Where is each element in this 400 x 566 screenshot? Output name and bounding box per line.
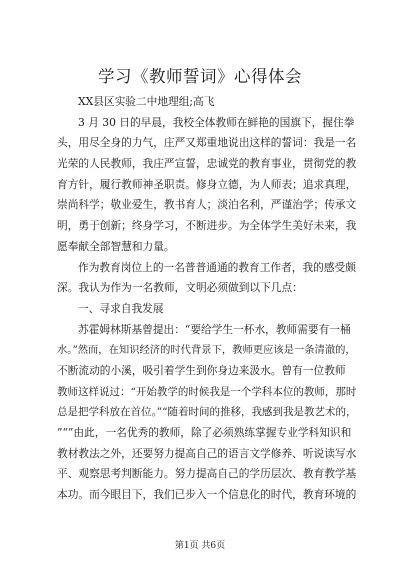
- paragraph-line: 教材教法之外，还要努力提高自己的语言文学修养、听说读写水: [57, 446, 357, 460]
- paragraph-line: 育方针，履行教师神圣职责。修身立德，为人师表；追求真理，: [57, 177, 357, 191]
- paragraph-line: 作为教育岗位上的一名普普通通的教育工作者，我的感受颇: [78, 260, 356, 274]
- paragraph-line: ”“”由此，一名优秀的教师，除了必须熟练掌握专业学科知识和: [57, 426, 352, 439]
- paragraph-line: 愿奉献全部智慧和力量。: [57, 239, 175, 253]
- paragraph-line: 水。”然而，在知识经济的时代背景下，教师更应该是一条清澈的，: [57, 344, 356, 357]
- paragraph-line: 教师这样说过：“开始教学的时候我是一个学科本位的教师，那时: [57, 385, 357, 398]
- paragraph-line: 崇尚科学；敬业爱生，教书育人；淡泊名利，严谨治学；传承文: [57, 198, 357, 212]
- paragraph-line: 本功。而今眼目下，我们已步入一个信息化的时代，教育环境的: [57, 488, 357, 502]
- paragraph-line: 头，用尽全身的力气，庄严又郑重地说出这样的誓词：我是一名: [57, 136, 357, 150]
- paragraph-line: 平、观察思考判断能力。努力提高自己的学历层次、教育教学基: [57, 467, 357, 481]
- document-body: [57, 92, 357, 506]
- page-footer: 第1页 共6页: [174, 541, 226, 551]
- paragraph-line: 一、寻求自我发展: [78, 301, 164, 315]
- paragraph-line: 总是把学科放在首位。”“随着时间的推移，我感到我是教艺术的，: [57, 406, 357, 419]
- paragraph-line: 3 月 30 日的早晨，我校全体教师在鲜艳的国旗下，握住拳: [78, 115, 355, 129]
- paragraph-line: 深。我认为作为一名教师，文明必须做到以下几点：: [57, 281, 303, 295]
- paragraph-line: 不断流动的小溪，吸引着学生到你身边来汲水。曾有一位教师: [57, 363, 346, 377]
- paragraph-line: 苏霍姆林斯基曾提出：“要给学生一杯水，教师需要有一桶: [78, 322, 351, 336]
- paragraph-line: 光荣的人民教师，我庄严宣誓，忠诚党的教育事业，贯彻党的教: [57, 157, 357, 171]
- document-title: 学习《教师誓词》心得体会: [98, 67, 302, 86]
- author-line: XX县区实验二中地理组;高飞: [78, 95, 215, 108]
- paragraph-line: 明，勇于创新；终身学习，不断进步。为全体学生美好未来，我: [57, 219, 357, 233]
